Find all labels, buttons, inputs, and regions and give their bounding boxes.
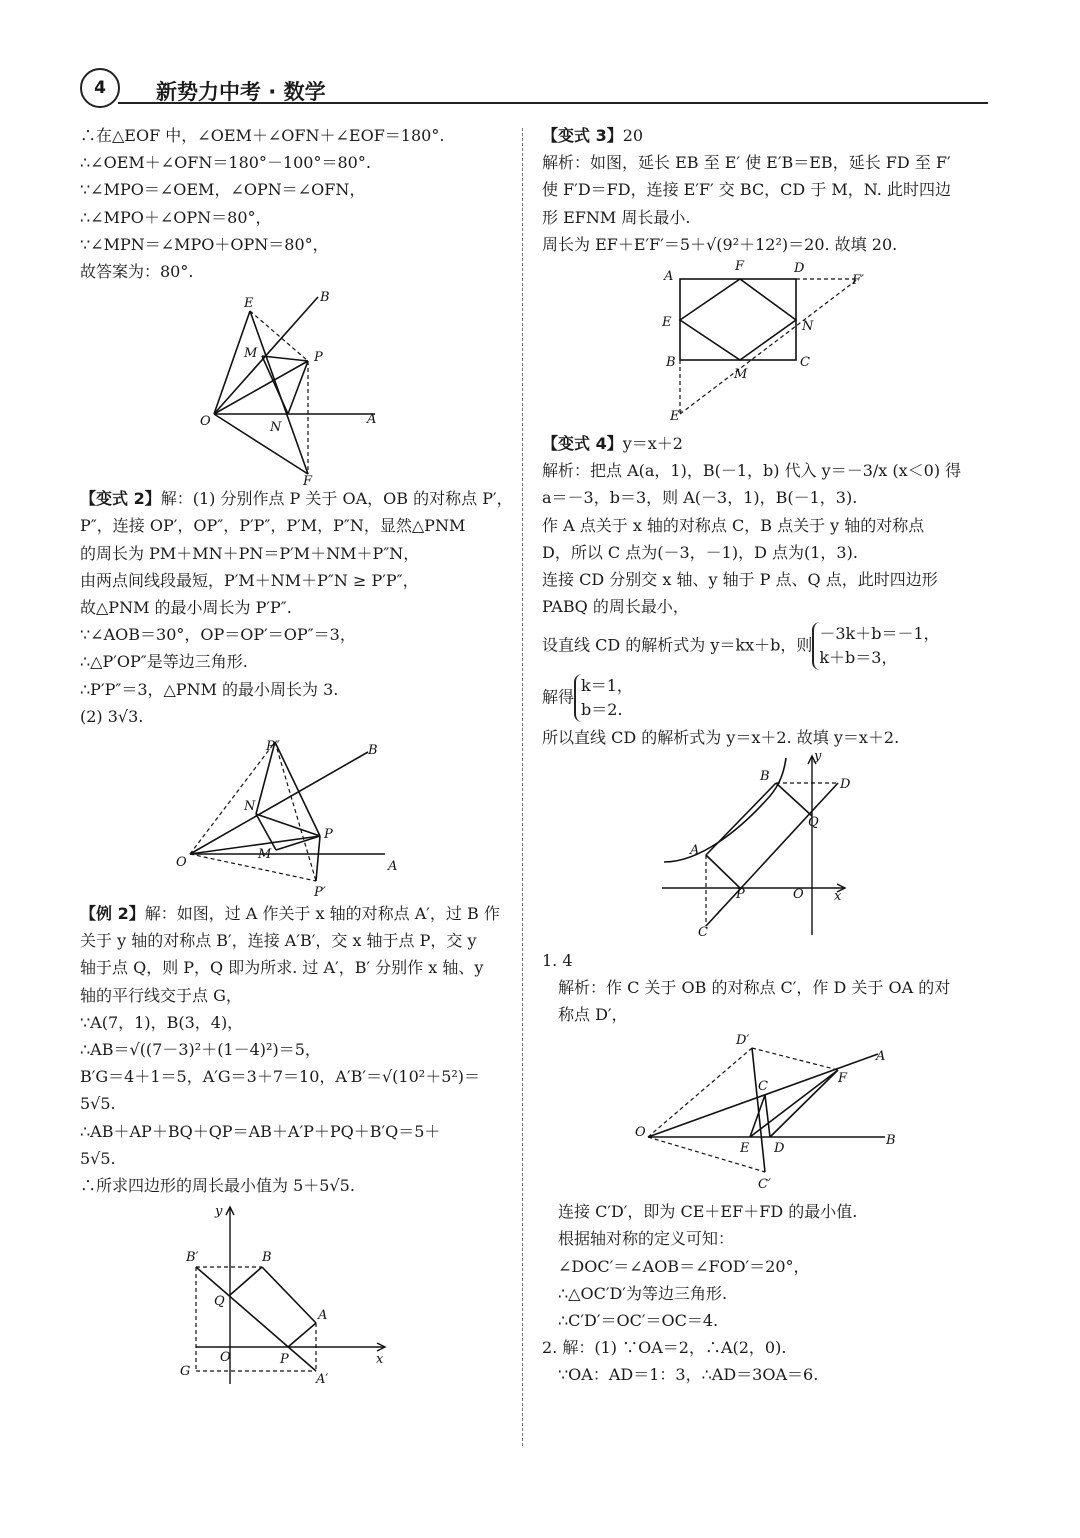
page-header	[78, 60, 988, 110]
header-rule	[118, 102, 988, 104]
text-line: 5√5.	[80, 1148, 116, 1168]
axis-label: y	[215, 1204, 223, 1220]
text-line: 所以直线 CD 的解析式为 y＝x＋2. 故填 y＝x＋2.	[542, 728, 900, 748]
axis-label: y	[814, 748, 822, 764]
point-label: O	[635, 1125, 646, 1141]
point-label: O	[793, 886, 804, 902]
axis-label: x	[834, 888, 842, 904]
text-line: 根据轴对称的定义可知：	[558, 1229, 735, 1249]
example-tag: 【例 2】	[80, 904, 145, 924]
point-label: B	[368, 743, 378, 759]
left-column	[80, 122, 513, 1389]
text-line: 【变式 3】20	[542, 126, 644, 145]
figure-angle-reflection-3	[542, 1028, 990, 1198]
book-title: 新势力中考 · 数学	[156, 80, 326, 104]
figure-angle-reflection-1	[80, 285, 508, 490]
point-label: E	[662, 315, 672, 331]
point-label: D	[794, 261, 805, 277]
text-line: ∵∠MPN＝∠MPO＋OPN＝80°，	[80, 234, 329, 254]
figure-coordinate-quadrilateral	[80, 1199, 508, 1389]
point-label: B	[666, 355, 676, 371]
point-label: D	[840, 776, 851, 792]
point-label: P′	[314, 885, 326, 901]
text-line: ∴AB＝√((7－3)²＋(1－4)²)＝5，	[80, 1040, 321, 1060]
text-line: 2. 解：(1) ∵OA＝2，∴A(2，0).	[542, 1338, 787, 1358]
point-label: E′	[670, 409, 683, 425]
text-line: ∵∠AOB＝30°，OP＝OP′＝OP″＝3，	[80, 625, 356, 645]
text-line: 连接 C′D′，即为 CE＋EF＋FD 的最小值.	[558, 1202, 858, 1222]
text-line: B′G＝4＋1＝5，A′G＝3＋7＝10，A′B′＝√(10²＋5²)＝	[80, 1067, 481, 1087]
text-line: ∴P′P″＝3，△PNM 的最小周长为 3.	[80, 679, 339, 699]
text-line: 形 EFNM 周长最小.	[542, 207, 691, 227]
text-line: ∵∠MPO＝∠OEM，∠OPN＝∠OFN，	[80, 180, 366, 200]
point-label: C	[800, 355, 810, 371]
page-number: 4	[80, 68, 120, 108]
text-line: ∴AB＋AP＋BQ＋QP＝AB＋A′P＋PQ＋B′Q＝5＋	[80, 1121, 441, 1141]
column-divider	[522, 128, 523, 1446]
figure-rectangle-reflection	[542, 258, 990, 430]
point-label: F	[838, 1071, 848, 1087]
text-line: 解析：作 C 关于 OB 的对称点 C′，作 D 关于 OA 的对	[558, 977, 951, 997]
point-label: O	[176, 855, 187, 871]
text-line: 由两点间线段最短，P′M＋NM＋P″N ≥ P′P″，	[80, 570, 419, 590]
point-label: B	[262, 1250, 272, 1266]
text-line: 使 F′D＝FD，连接 E′F′ 交 BC，CD 于 M，N. 此时四边	[542, 180, 951, 200]
point-label: P	[324, 827, 333, 843]
text-line: 解析：把点 A(a，1)，B(－1，b) 代入 y＝－3/x (x＜0) 得	[542, 461, 962, 481]
point-label: A	[876, 1049, 886, 1065]
point-label: C	[758, 1079, 768, 1095]
point-label: O	[200, 414, 211, 430]
point-label: Q	[214, 1294, 225, 1310]
variant-tag: 【变式 4】	[542, 434, 623, 454]
point-label: N	[270, 420, 282, 436]
text-line: ∵OA：AD＝1：3，∴AD＝3OA＝6.	[558, 1365, 819, 1385]
point-label: P	[736, 886, 745, 902]
right-column	[542, 122, 990, 1389]
text-line: (2) 3√3.	[80, 706, 144, 726]
brace-system: －3k＋b＝－1， k＋b＝3，	[812, 622, 939, 670]
text-line: 故答案为：80°.	[80, 262, 194, 282]
text-line: 连接 CD 分别交 x 轴、y 轴于 P 点、Q 点，此时四边形	[542, 570, 938, 590]
text-line: 关于 y 轴的对称点 B′，连接 A′B′，交 x 轴于点 P，交 y	[80, 931, 477, 951]
text-line: ∴所求四边形的周长最小值为 5＋5√5.	[80, 1176, 355, 1196]
text-line: 【例 2】解：如图，过 A 作关于 x 轴的对称点 A′，过 B 作	[80, 904, 500, 924]
text-line: 【变式 2】解：(1) 分别作点 P 关于 OA，OB 的对称点 P′，	[80, 489, 513, 509]
text-line: a＝－3，b＝3，则 A(－3，1)，B(－1，3).	[542, 488, 858, 508]
point-label: M	[258, 847, 272, 863]
text-line: ∴在△EOF 中，∠OEM＋∠OFN＋∠EOF＝180°.	[80, 126, 445, 145]
brace-system: k＝1， b＝2.	[574, 674, 633, 722]
point-label: A	[664, 269, 674, 285]
text-line: ∴∠OEM＋∠OFN＝180°－100°＝80°.	[80, 153, 371, 173]
point-label: M	[244, 346, 258, 362]
text-line: 的周长为 PM＋MN＋PN＝P′M＋NM＋P″N，	[80, 543, 420, 563]
point-label: B′	[186, 1250, 199, 1266]
point-label: C	[698, 924, 708, 940]
variant-tag: 【变式 2】	[80, 489, 161, 509]
point-label: F′	[852, 273, 864, 289]
point-label: N	[244, 799, 256, 815]
text-line: ∴△P′OP″是等边三角形.	[80, 652, 248, 672]
equation-system-line: 解得k＝1， b＝2.	[542, 672, 990, 724]
point-label: D′	[736, 1033, 750, 1049]
equation-system-line: 设直线 CD 的解析式为 y＝kx＋b，则－3k＋b＝－1， k＋b＝3，	[542, 620, 990, 672]
point-label: F	[303, 474, 313, 490]
point-label: A	[388, 859, 398, 875]
point-label: O	[220, 1350, 231, 1366]
text-line: 【变式 4】y＝x＋2	[542, 434, 683, 454]
figure-hyperbola-coordinate	[542, 748, 990, 947]
point-label: E	[244, 296, 254, 312]
text-line: ∴C′D′＝OC′＝OC＝4.	[558, 1311, 719, 1331]
point-label: A	[318, 1308, 328, 1324]
point-label: Q	[808, 814, 819, 830]
text-line: 故△PNM 的最小周长为 P′P″.	[80, 598, 292, 618]
text-line: 1. 4	[542, 950, 573, 970]
point-label: N	[802, 319, 814, 335]
point-label: P	[280, 1352, 289, 1368]
point-label: P	[314, 350, 323, 366]
point-label: P″	[266, 739, 280, 755]
point-label: A	[367, 412, 377, 428]
text-line: 周长为 EF＋E′F′＝5＋√(9²＋12²)＝20. 故填 20.	[542, 234, 898, 254]
variant-tag: 【变式 3】	[542, 126, 623, 145]
point-label: B	[320, 290, 330, 306]
text-line: P″，连接 OP′，OP″，P′P″，P′M，P″N，显然△PNM	[80, 516, 466, 536]
text-line: 5√5.	[80, 1094, 116, 1114]
text-line: ∠DOC′＝∠AOB＝∠FOD′＝20°，	[558, 1256, 810, 1276]
point-label: C′	[758, 1177, 771, 1193]
text-line: ∴△OC′D′为等边三角形.	[558, 1283, 728, 1303]
text-line: 解析：如图，延长 EB 至 E′ 使 E′B＝EB，延长 FD 至 F′	[542, 153, 951, 173]
point-label: G	[180, 1364, 191, 1380]
text-line: ∵A(7，1)，B(3，4)，	[80, 1012, 244, 1032]
point-label: F	[735, 259, 745, 275]
text-line: 轴于点 Q，则 P，Q 即为所求. 过 A′，B′ 分别作 x 轴、y	[80, 958, 484, 978]
point-label: D	[774, 1141, 785, 1157]
point-label: E	[740, 1141, 750, 1157]
text-line: ∴∠MPO＋∠OPN＝80°，	[80, 207, 272, 227]
axis-label: x	[376, 1352, 384, 1368]
figure-angle-reflection-2	[80, 730, 508, 900]
point-label: B	[760, 768, 770, 784]
point-label: A′	[316, 1372, 329, 1388]
point-label: M	[734, 367, 748, 383]
text-line: 轴的平行线交于点 G，	[80, 985, 242, 1005]
text-line: 称点 D′，	[558, 1005, 628, 1025]
text-line: 作 A 点关于 x 轴的对称点 C，B 点关于 y 轴的对称点	[542, 515, 925, 535]
point-label: A	[690, 842, 700, 858]
point-label: B	[886, 1133, 896, 1149]
text-line: D，所以 C 点为(－3，－1)，D 点为(1，3).	[542, 542, 858, 562]
text-line: PABQ 的周长最小，	[542, 597, 689, 617]
